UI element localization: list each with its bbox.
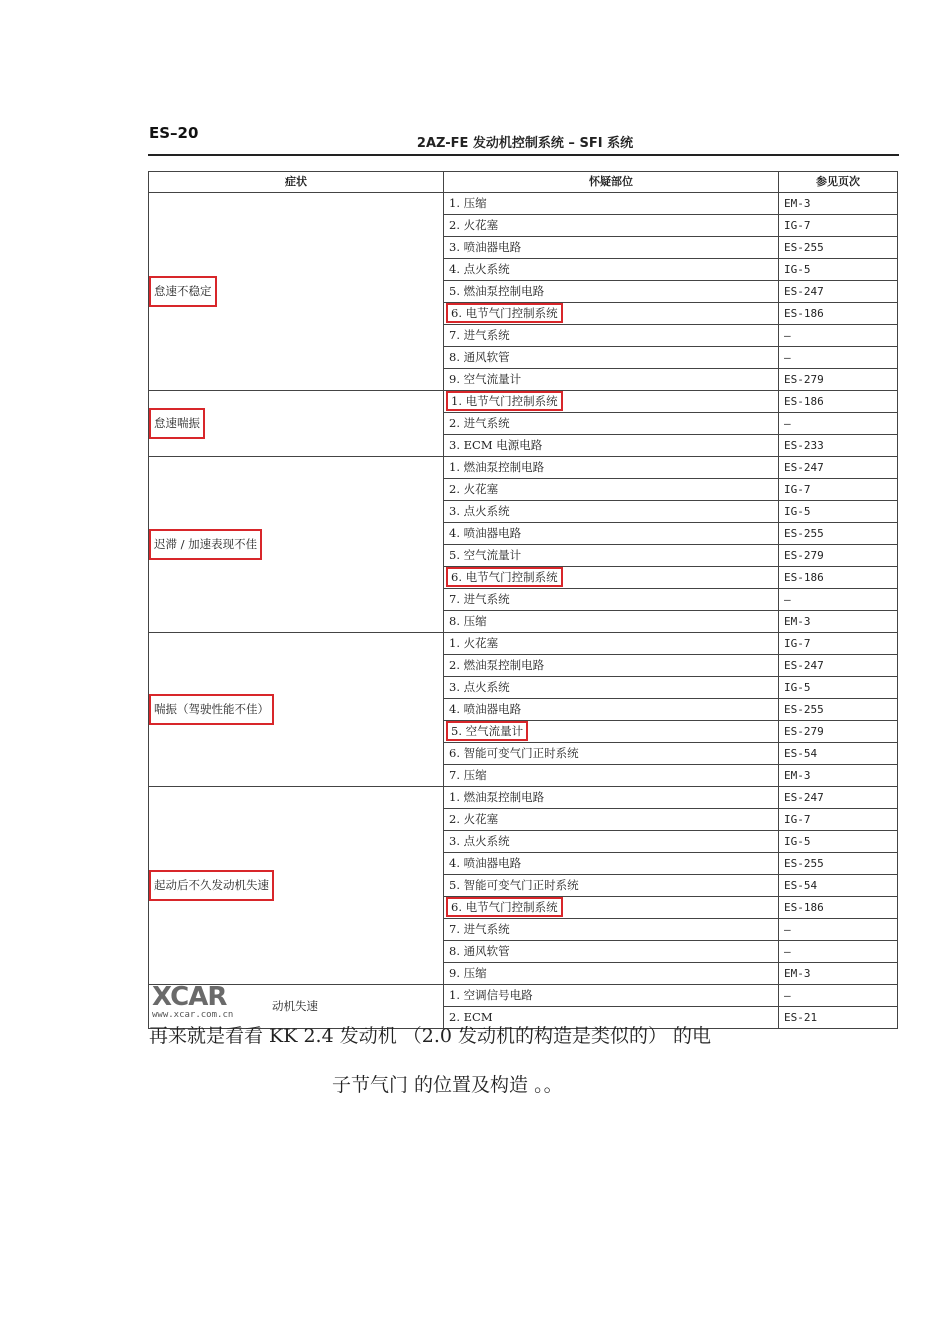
reference-page-cell: EM-3 [779,765,898,787]
suspect-area-label: 3. 喷油器电路 [449,240,522,254]
symptom-label: 怠速喘振 [152,411,202,436]
reference-page-cell: ES-255 [779,853,898,875]
document-title: 2AZ-FE 发动机控制系统 – SFI 系统 [416,136,634,151]
table-row [149,391,898,413]
suspect-area-cell [444,787,779,809]
suspect-area-label: 8. 通风软管 [449,350,510,364]
reference-page-cell: – [779,985,898,1007]
suspect-area-cell [444,435,779,457]
suspect-area-cell [444,963,779,985]
suspect-area-label: 1. 空调信号电路 [449,988,533,1002]
suspect-area-label: 5. 空气流量计 [451,724,524,738]
symptom-label: 动机失速 [272,999,318,1013]
suspect-area-cell [444,809,779,831]
reference-page-cell: ES-54 [779,743,898,765]
suspect-area-label: 2. 火花塞 [449,812,499,826]
reference-page-cell: ES-279 [779,721,898,743]
suspect-area-cell [444,897,779,919]
symptom-cell [149,193,444,391]
suspect-area-label: 2. 进气系统 [449,416,510,430]
reference-page-cell: ES-186 [779,567,898,589]
suspect-area-label: 6. 电节气门控制系统 [451,900,558,914]
suspect-area-cell [444,303,779,325]
reference-page-cell: – [779,589,898,611]
reference-page-cell: ES-247 [779,281,898,303]
reference-page-cell: ES-247 [779,787,898,809]
suspect-area-cell [444,985,779,1007]
suspect-area-cell [444,919,779,941]
reference-page-cell: IG-5 [779,677,898,699]
reference-page-cell: ES-255 [779,523,898,545]
reference-page-cell: ES-54 [779,875,898,897]
table-row [149,457,898,479]
symptom-cell [149,633,444,787]
suspect-area-cell [444,743,779,765]
suspect-area-label: 1. 火花塞 [449,636,499,650]
reference-page-cell: ES-279 [779,545,898,567]
suspect-area-label: 9. 空气流量计 [449,372,522,386]
reference-page-cell: – [779,413,898,435]
suspect-area-label: 4. 喷油器电路 [449,856,522,870]
reference-page-cell: IG-5 [779,259,898,281]
suspect-area-label: 2. ECM [449,1010,493,1024]
suspect-area-label: 1. 燃油泵控制电路 [449,460,545,474]
suspect-area-label: 7. 压缩 [449,768,487,782]
suspect-area-cell [444,853,779,875]
reference-page-cell: ES-255 [779,699,898,721]
suspect-area-label: 6. 智能可变气门正时系统 [449,746,579,760]
suspect-area-cell [444,413,779,435]
suspect-area-cell [444,545,779,567]
table-row [149,193,898,215]
reference-page-cell: – [779,941,898,963]
symptom-cell [149,457,444,633]
suspect-area-label: 4. 喷油器电路 [449,526,522,540]
symptom-table [148,171,898,1029]
suspect-area-label: 5. 空气流量计 [449,548,522,562]
suspect-area-cell [444,457,779,479]
reference-page-cell: IG-7 [779,809,898,831]
reference-page-cell: ES-279 [779,369,898,391]
suspect-area-cell [444,281,779,303]
reference-page-cell: ES-247 [779,457,898,479]
suspect-area-cell [444,831,779,853]
page-code: ES–20 [149,124,199,142]
suspect-area-cell [444,325,779,347]
suspect-area-label: 3. ECM 电源电路 [449,438,543,452]
symptom-label: 喘振（驾驶性能不佳） [152,697,271,722]
column-header-symptom: 症状 [149,172,444,193]
suspect-area-label: 5. 智能可变气门正时系统 [449,878,579,892]
suspect-area-label: 2. 燃油泵控制电路 [449,658,545,672]
reference-page-cell: ES-186 [779,897,898,919]
suspect-area-cell [444,567,779,589]
header-rule [148,154,899,156]
suspect-area-cell [444,589,779,611]
reference-page-cell: ES-21 [779,1007,898,1029]
suspect-area-cell [444,875,779,897]
xcar-url: www.xcar.com.cn [152,1010,234,1020]
suspect-area-cell [444,655,779,677]
suspect-area-cell [444,765,779,787]
table-row [149,787,898,809]
reference-page-cell: IG-5 [779,501,898,523]
suspect-area-cell [444,501,779,523]
suspect-area-label: 2. 火花塞 [449,482,499,496]
suspect-area-label: 1. 压缩 [449,196,487,210]
reference-page-cell: IG-5 [779,831,898,853]
xcar-watermark [150,982,270,1020]
reference-page-cell: IG-7 [779,633,898,655]
suspect-area-label: 2. 火花塞 [449,218,499,232]
reference-page-cell: ES-186 [779,303,898,325]
suspect-area-cell [444,611,779,633]
suspect-area-cell [444,215,779,237]
suspect-area-cell [444,941,779,963]
suspect-area-label: 7. 进气系统 [449,328,510,342]
table-row [149,633,898,655]
reference-page-cell: – [779,325,898,347]
suspect-area-cell [444,479,779,501]
suspect-area-cell [444,633,779,655]
suspect-area-label: 4. 点火系统 [449,262,510,276]
suspect-area-label: 3. 点火系统 [449,504,510,518]
suspect-area-cell [444,523,779,545]
table-body [149,193,898,1029]
suspect-area-cell [444,391,779,413]
body-text-line-2: 子节气门 的位置及构造 。。 [332,1074,563,1096]
column-header-reference-page: 参见页次 [779,172,898,193]
reference-page-cell: – [779,919,898,941]
reference-page-cell: EM-3 [779,193,898,215]
suspect-area-cell [444,259,779,281]
reference-page-cell: ES-233 [779,435,898,457]
suspect-area-label: 6. 电节气门控制系统 [451,570,558,584]
suspect-area-label: 3. 点火系统 [449,834,510,848]
suspect-area-cell [444,721,779,743]
suspect-area-cell [444,347,779,369]
suspect-area-label: 8. 压缩 [449,614,487,628]
symptom-cell [149,787,444,985]
symptom-label: 起动后不久发动机失速 [152,873,271,898]
suspect-area-label: 3. 点火系统 [449,680,510,694]
suspect-area-cell [444,677,779,699]
reference-page-cell: EM-3 [779,963,898,985]
column-header-suspect-area: 怀疑部位 [444,172,779,193]
symptom-label: 迟滞 / 加速表现不佳 [152,532,259,557]
suspect-area-cell [444,237,779,259]
suspect-area-label: 7. 进气系统 [449,922,510,936]
suspect-area-label: 9. 压缩 [449,966,487,980]
reference-page-cell: ES-247 [779,655,898,677]
body-text-line-1: 再来就是看看 KK 2.4 发动机 （2.0 发动机的构造是类似的） 的电 [149,1025,712,1047]
suspect-area-label: 7. 进气系统 [449,592,510,606]
suspect-area-cell [444,369,779,391]
reference-page-cell: IG-7 [779,479,898,501]
reference-page-cell: ES-186 [779,391,898,413]
reference-page-cell: EM-3 [779,611,898,633]
suspect-area-label: 8. 通风软管 [449,944,510,958]
suspect-area-label: 1. 燃油泵控制电路 [449,790,545,804]
reference-page-cell: – [779,347,898,369]
symptom-label: 怠速不稳定 [152,279,214,304]
suspect-area-label: 6. 电节气门控制系统 [451,306,558,320]
suspect-area-label: 4. 喷油器电路 [449,702,522,716]
suspect-area-label: 5. 燃油泵控制电路 [449,284,545,298]
reference-page-cell: ES-255 [779,237,898,259]
xcar-logo: XCAR [152,982,227,1012]
reference-page-cell: IG-7 [779,215,898,237]
suspect-area-cell [444,699,779,721]
suspect-area-cell [444,193,779,215]
symptom-cell [149,391,444,457]
suspect-area-label: 1. 电节气门控制系统 [451,394,558,408]
table-header-row [149,172,898,193]
